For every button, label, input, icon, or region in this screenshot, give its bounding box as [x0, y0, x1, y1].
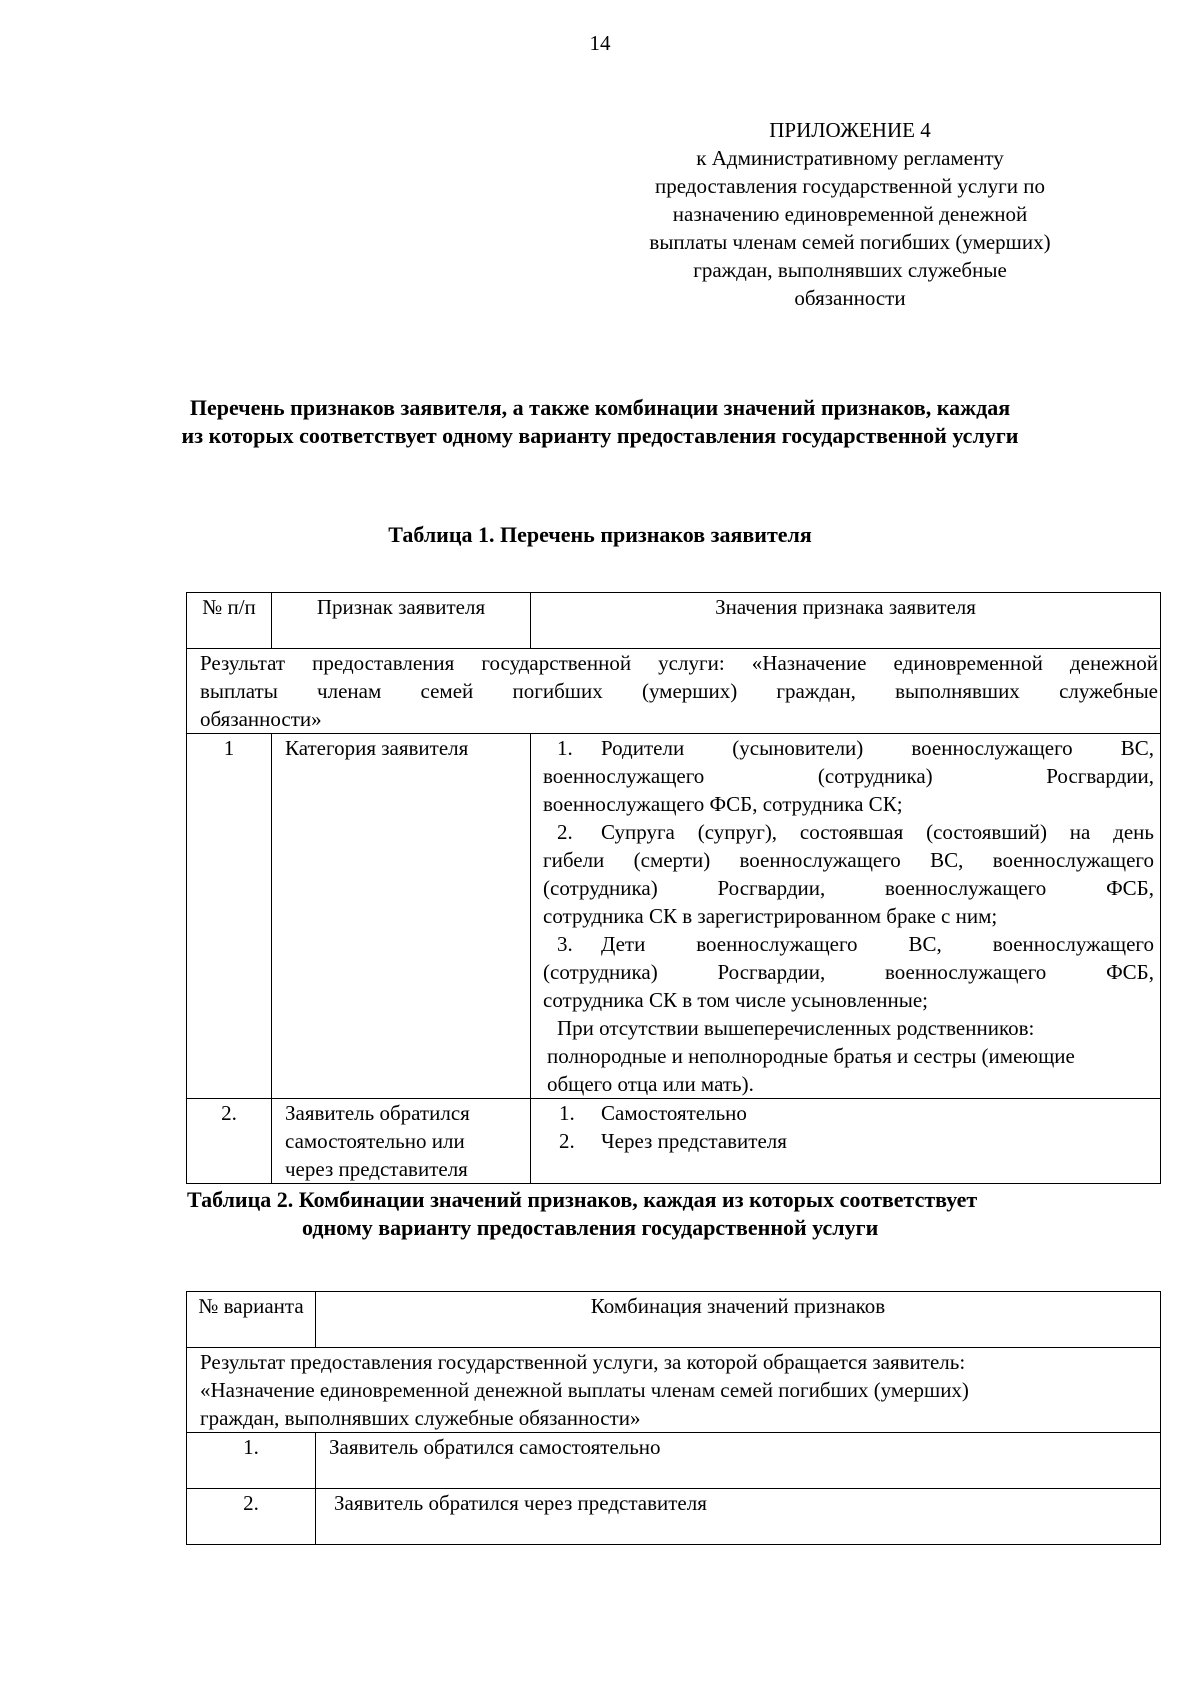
appendix-line: обязанности	[794, 286, 906, 310]
table-row	[187, 1099, 1161, 1184]
variants-table	[186, 1291, 1161, 1545]
row-num: 1.	[187, 1433, 316, 1489]
appendix-line: предоставления государственной услуги по	[655, 174, 1045, 198]
result-cell	[187, 1348, 1161, 1433]
list-item: 2. Супруга (супруг), состоявшая (состоявший) на день	[557, 820, 1154, 844]
appendix-line: граждан, выполнявших служебные	[693, 258, 1007, 282]
extra-line: общего отца или мать).	[547, 1072, 754, 1096]
row-sign: Категория заявителя	[272, 734, 531, 1099]
list-item-line: военнослужащего ФСБ, сотрудника СК;	[543, 792, 903, 816]
header-combo: Комбинация значений признаков	[316, 1292, 1161, 1348]
table-row	[187, 1489, 1161, 1545]
table-row	[187, 734, 1161, 1099]
row-values	[531, 734, 1161, 1099]
table1-caption: Таблица 1. Перечень признаков заявителя	[388, 522, 812, 547]
appendix-header	[600, 116, 1100, 312]
page-number: 14	[589, 31, 611, 55]
appendix-line: выплаты членам семей погибших (умерших)	[649, 230, 1051, 254]
row-num: 1	[187, 734, 272, 1099]
applicant-signs-table	[186, 592, 1161, 1184]
list-item-line: (сотрудника) Росгвардии, военнослужащего ФСБ,	[543, 876, 1154, 900]
row-values	[531, 1099, 1161, 1184]
table2-caption	[160, 1186, 1120, 1242]
result-line: выплаты членам семей погибших (умерших) граждан, выполнявших служебные	[200, 679, 1158, 703]
list-item: 1. Самостоятельно	[559, 1101, 747, 1125]
table2-caption-line: Таблица 2. Комбинации значений признаков, каждая из которых соответствует	[187, 1187, 978, 1212]
row-text: Заявитель обратился самостоятельно	[316, 1433, 1161, 1489]
table2-caption-line: одному варианту предоставления государственной услуги	[302, 1215, 879, 1240]
result-row	[187, 649, 1161, 734]
list-item: 1. Родители (усыновители) военнослужащего ВС,	[557, 736, 1154, 760]
document-title-line: Перечень признаков заявителя, а также комбинации значений признаков, каждая	[189, 395, 1011, 420]
row-text: Заявитель обратился через представителя	[316, 1489, 1161, 1545]
sign-line: самостоятельно или	[285, 1129, 465, 1153]
list-item: 3. Дети военнослужащего ВС, военнослужащего	[557, 932, 1154, 956]
extra-line: полнородные и неполнородные братья и сестры (имеющие	[547, 1044, 1075, 1068]
list-item-line: сотрудника СК в том числе усыновленные;	[543, 988, 928, 1012]
list-item-line: гибели (смерти) военнослужащего ВС, военнослужащего	[543, 848, 1154, 872]
result-line: Результат предоставления государственной услуги, за которой обращается заявитель:	[200, 1350, 966, 1374]
row-num: 2.	[187, 1489, 316, 1545]
header-num: № п/п	[187, 593, 272, 649]
table-header-row	[187, 1292, 1161, 1348]
table-row	[187, 1433, 1161, 1489]
list-item-line: сотрудника СК в зарегистрированном браке с ним;	[543, 904, 998, 928]
header-values: Значения признака заявителя	[531, 593, 1161, 649]
list-item: 2. Через представителя	[559, 1129, 787, 1153]
document-title-line: из которых соответствует одному варианту предоставления государственной услуги	[181, 423, 1019, 448]
sign-line: Заявитель обратился	[285, 1101, 470, 1125]
table-header-row	[187, 593, 1161, 649]
result-row	[187, 1348, 1161, 1433]
list-item-line: военнослужащего (сотрудника) Росгвардии,	[543, 764, 1154, 788]
extra-line: При отсутствии вышеперечисленных родственников:	[557, 1016, 1035, 1040]
list-item-line: (сотрудника) Росгвардии, военнослужащего ФСБ,	[543, 960, 1154, 984]
appendix-line: ПРИЛОЖЕНИЕ 4	[769, 118, 931, 142]
header-num: № варианта	[187, 1292, 316, 1348]
document-title	[120, 394, 1080, 450]
appendix-line: к Административному регламенту	[696, 146, 1004, 170]
row-num: 2.	[187, 1099, 272, 1184]
result-line: обязанности»	[200, 707, 322, 731]
result-cell	[187, 649, 1161, 734]
sign-line: через представителя	[285, 1157, 468, 1181]
row-sign	[272, 1099, 531, 1184]
appendix-line: назначению единовременной денежной	[672, 202, 1028, 226]
header-sign: Признак заявителя	[272, 593, 531, 649]
result-line: граждан, выполнявших служебные обязанности»	[200, 1406, 641, 1430]
result-line: Результат предоставления государственной услуги: «Назначение единовременной денежной	[200, 651, 1158, 675]
result-line: «Назначение единовременной денежной выплаты членам семей погибших (умерших)	[200, 1378, 969, 1402]
